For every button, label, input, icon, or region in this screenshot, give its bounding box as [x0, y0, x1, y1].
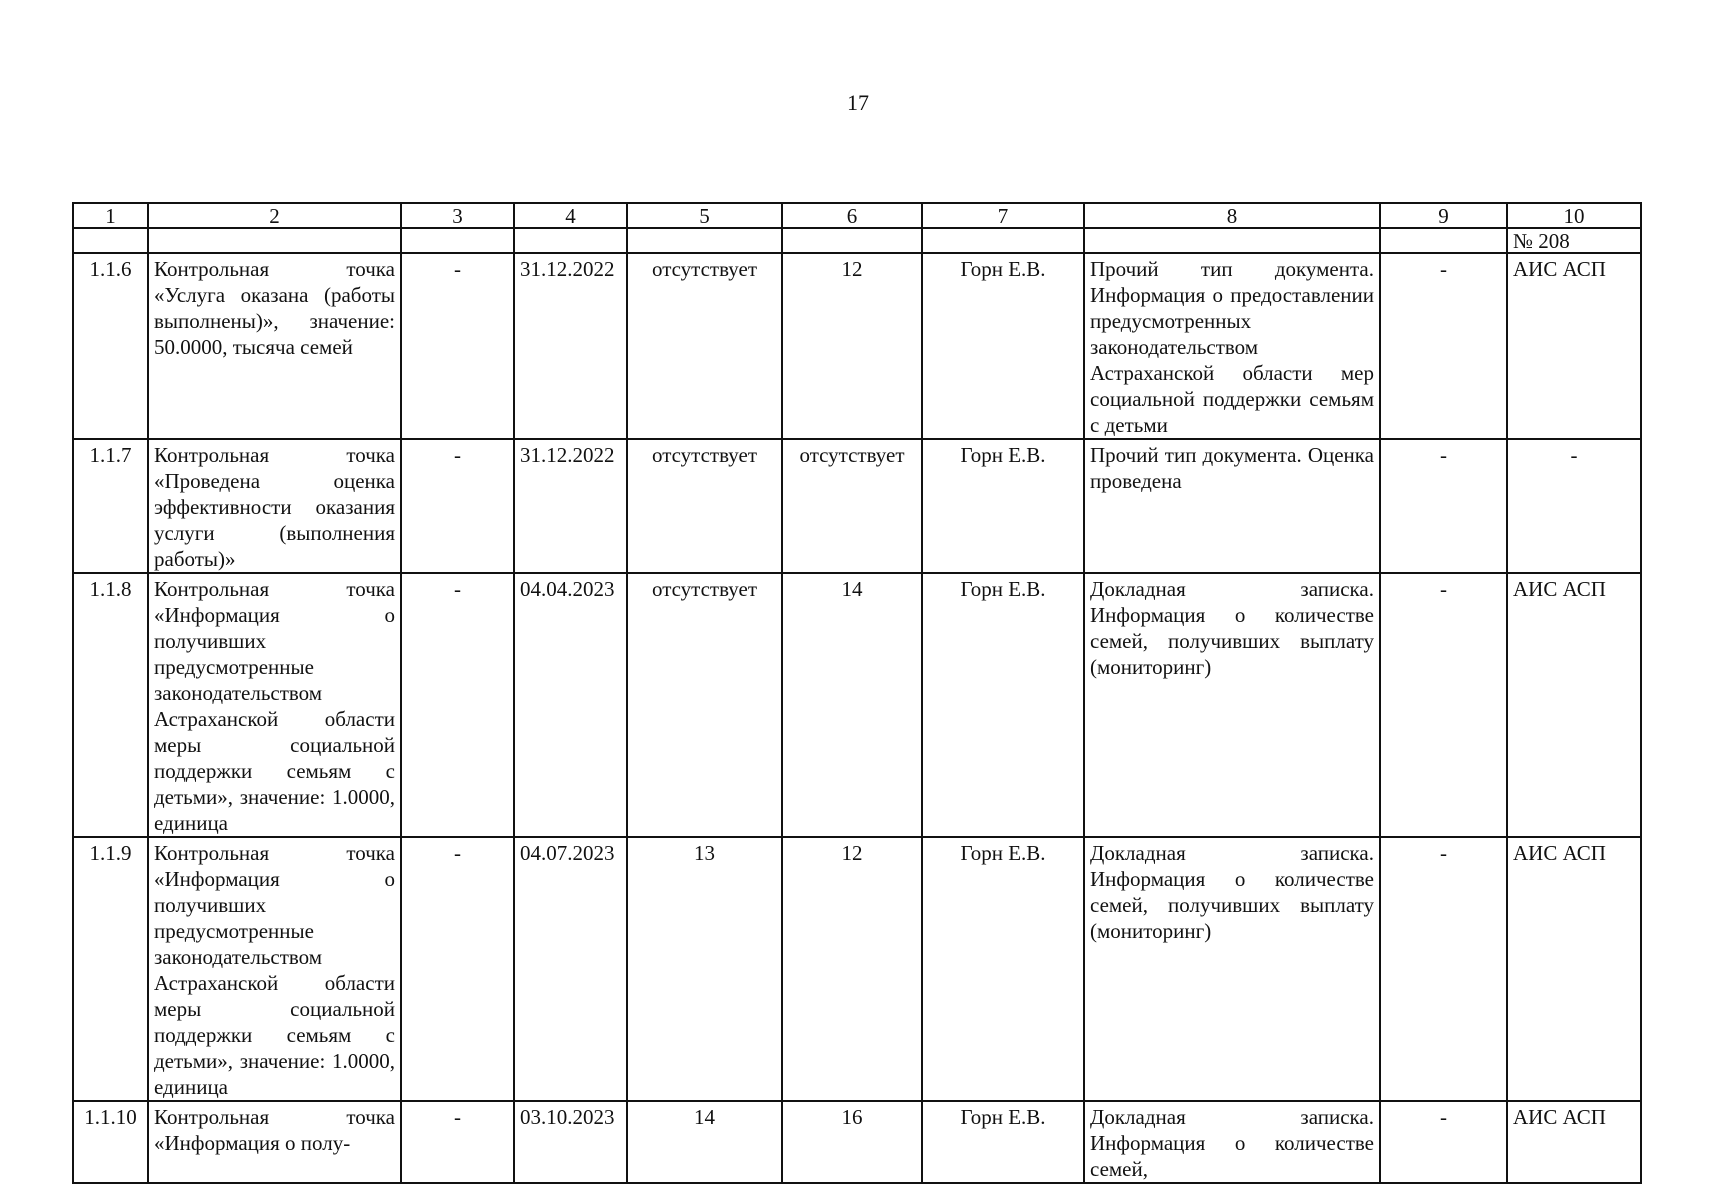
control-points-table [72, 202, 1642, 1184]
subheader-cell [73, 228, 148, 253]
row-col5: отсутствует [627, 573, 782, 837]
subheader-cell [514, 228, 627, 253]
row-col9: - [1380, 573, 1507, 837]
row-col9: - [1380, 1101, 1507, 1183]
subheader-cell [782, 228, 922, 253]
row-col3: - [401, 1101, 514, 1183]
row-system: - [1507, 439, 1641, 573]
page-number: 17 [847, 90, 869, 115]
row-responsible: Горн Е.В. [922, 439, 1084, 573]
row-system: АИС АСП [1507, 1101, 1641, 1183]
table-row [73, 837, 1641, 1101]
column-header: 4 [514, 203, 627, 228]
column-header: 5 [627, 203, 782, 228]
subheader-cell [148, 228, 401, 253]
row-number: 1.1.10 [73, 1101, 148, 1183]
column-header: 9 [1380, 203, 1507, 228]
subheader-row [73, 228, 1641, 253]
document-number-cell: № 208 [1507, 228, 1641, 253]
subheader-cell [922, 228, 1084, 253]
row-description: Контрольная точка «Услуга оказана (работы выполнены)», значение: 50.0000, тысяча семей [148, 253, 401, 439]
row-col3: - [401, 837, 514, 1101]
row-system: АИС АСП [1507, 573, 1641, 837]
column-header: 1 [73, 203, 148, 228]
column-header: 8 [1084, 203, 1380, 228]
row-description: Контрольная точка «Информация о получивших предусмотренные законодательством Астраханской области меры социальной поддержки семьям с детьми», значение: 1.0000, единица [148, 573, 401, 837]
row-col5: 14 [627, 1101, 782, 1183]
row-system: АИС АСП [1507, 253, 1641, 439]
table-row [73, 253, 1641, 439]
row-col9: - [1380, 439, 1507, 573]
row-col9: - [1380, 837, 1507, 1101]
subheader-cell [1380, 228, 1507, 253]
row-number: 1.1.6 [73, 253, 148, 439]
row-document: Докладная записка. Информация о количестве семей, [1084, 1101, 1380, 1183]
row-responsible: Горн Е.В. [922, 837, 1084, 1101]
subheader-cell [1084, 228, 1380, 253]
row-description: Контрольная точка «Информация о получивших предусмотренные законодательством Астраханской области меры социальной поддержки семьям с детьми», значение: 1.0000, единица [148, 837, 401, 1101]
row-responsible: Горн Е.В. [922, 253, 1084, 439]
column-header: 10 [1507, 203, 1641, 228]
row-col3: - [401, 439, 514, 573]
row-document: Прочий тип документа. Оценка проведена [1084, 439, 1380, 573]
column-header: 2 [148, 203, 401, 228]
row-date: 31.12.2022 [514, 439, 627, 573]
row-document: Докладная записка. Информация о количестве семей, получивших выплату (мониторинг) [1084, 573, 1380, 837]
column-header: 7 [922, 203, 1084, 228]
row-document: Прочий тип документа. Информация о предоставлении предусмотренных законодательством Астраханской области мер социальной поддержки семьям с детьми [1084, 253, 1380, 439]
row-date: 04.07.2023 [514, 837, 627, 1101]
table-row [73, 439, 1641, 573]
row-col5: 13 [627, 837, 782, 1101]
subheader-cell [627, 228, 782, 253]
row-date: 03.10.2023 [514, 1101, 627, 1183]
row-description: Контрольная точка «Информация о полу- [148, 1101, 401, 1183]
row-col3: - [401, 253, 514, 439]
row-system: АИС АСП [1507, 837, 1641, 1101]
row-col6: 14 [782, 573, 922, 837]
table-row [73, 1101, 1641, 1183]
row-date: 31.12.2022 [514, 253, 627, 439]
row-col9: - [1380, 253, 1507, 439]
row-number: 1.1.7 [73, 439, 148, 573]
row-col5: отсутствует [627, 439, 782, 573]
row-col6: отсутствует [782, 439, 922, 573]
row-responsible: Горн Е.В. [922, 1101, 1084, 1183]
column-number-row [73, 203, 1641, 228]
row-col5: отсутствует [627, 253, 782, 439]
column-header: 3 [401, 203, 514, 228]
row-col3: - [401, 573, 514, 837]
row-number: 1.1.8 [73, 573, 148, 837]
row-number: 1.1.9 [73, 837, 148, 1101]
row-col6: 16 [782, 1101, 922, 1183]
row-document: Докладная записка. Информация о количестве семей, получивших выплату (мониторинг) [1084, 837, 1380, 1101]
table-row [73, 573, 1641, 837]
row-col6: 12 [782, 253, 922, 439]
row-date: 04.04.2023 [514, 573, 627, 837]
column-header: 6 [782, 203, 922, 228]
row-col6: 12 [782, 837, 922, 1101]
row-responsible: Горн Е.В. [922, 573, 1084, 837]
subheader-cell [401, 228, 514, 253]
row-description: Контрольная точка «Проведена оценка эффективности оказания услуги (выполнения работы)» [148, 439, 401, 573]
